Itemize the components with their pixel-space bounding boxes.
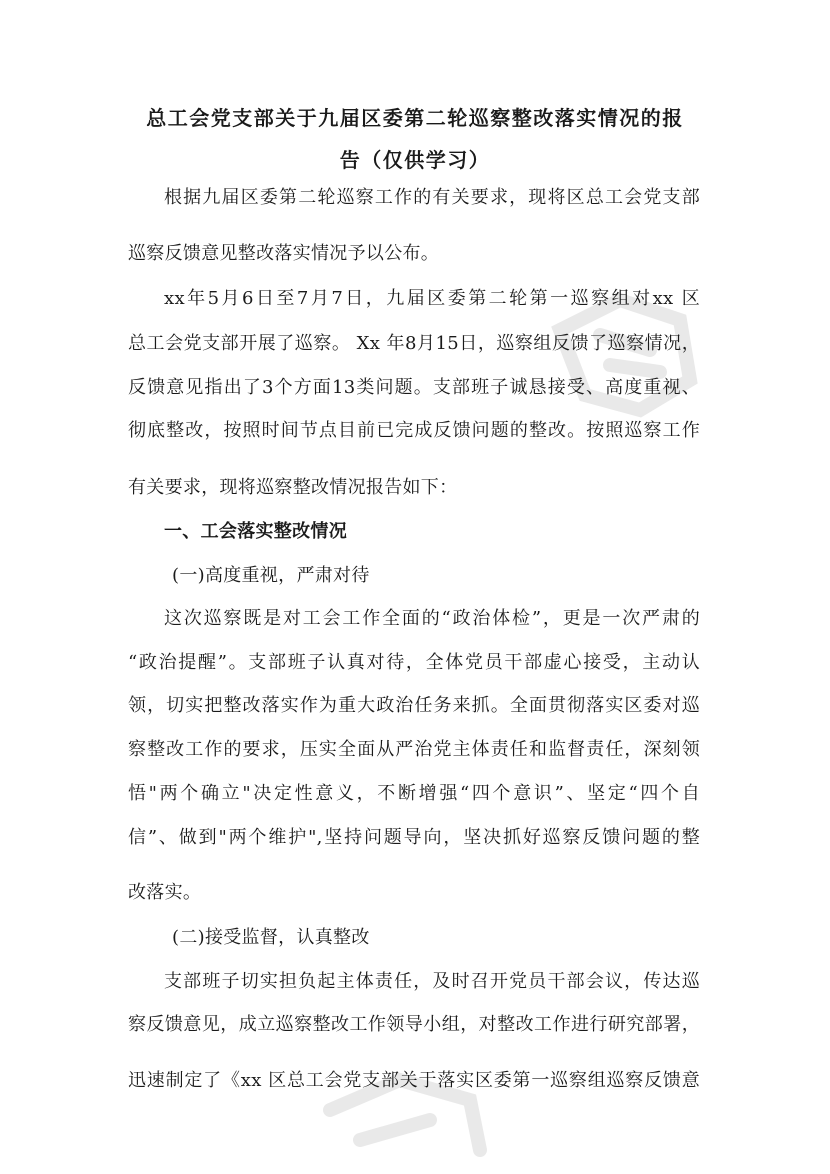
paragraph-3-line-4: 察整改工作的要求，压实全面从严治党主体责任和监督责任，深刻领 xyxy=(128,739,700,760)
paragraph-2-line-2: 总工会党支部开展了巡察。 Xx 年8月15日，巡察组反馈了巡察情况， xyxy=(128,333,700,354)
paragraph-1-line-1: 根据九届区委第二轮巡察工作的有关要求，现将区总工会党支部 xyxy=(164,187,700,208)
paragraph-4-line-2: 察反馈意见，成立巡察整改工作领导小组，对整改工作进行研究部署， xyxy=(128,1014,700,1035)
document-title-line-2: 告（仅供学习） xyxy=(339,148,491,172)
paragraph-3-line-5: 悟"两个确立"决定性意义，不断增强“四个意识”、坚定“四个自 xyxy=(128,783,700,804)
paragraph-2-line-3: 反馈意见指出了3个方面13类问题。支部班子诚恳接受、高度重视、 xyxy=(128,377,700,398)
paragraph-3-line-6: 信”、做到"两个维护",坚持问题导向，坚决抓好巡察反馈问题的整 xyxy=(128,827,700,848)
paragraph-4-line-3: 迅速制定了《xx 区总工会党支部关于落实区委第一巡察组巡察反馈意 xyxy=(128,1070,700,1091)
paragraph-3-line-7: 改落实。 xyxy=(128,882,202,903)
section-heading-1: 一、工会落实整改情况 xyxy=(164,521,347,542)
paragraph-4-line-1: 支部班子切实担负起主体责任，及时召开党员干部会议，传达巡 xyxy=(164,971,700,992)
paragraph-3-line-2: “政治提醒”。支部班子认真对待，全体党员干部虚心接受，主动认 xyxy=(128,652,700,673)
paragraph-2-line-5: 有关要求，现将巡察整改情况报告如下： xyxy=(128,477,458,498)
paragraph-1-line-2: 巡察反馈意见整改落实情况予以公布。 xyxy=(128,243,440,264)
paragraph-3-line-3: 领，切实把整改落实作为重大政治任务来抓。全面贯彻落实区委对巡 xyxy=(128,695,700,716)
paragraph-2-line-1: xx年5月6日至7月7日，九届区委第二轮第一巡察组对xx 区 xyxy=(164,288,700,309)
subsection-heading-1: (一)高度重视，严肃对待 xyxy=(172,565,370,586)
paragraph-3-line-1: 这次巡察既是对工会工作全面的“政治体检”，更是一次严肃的 xyxy=(164,608,700,629)
paragraph-2-line-4: 彻底整改，按照时间节点目前已完成反馈问题的整改。按照巡察工作 xyxy=(128,420,700,441)
document-title-line-1: 总工会党支部关于九届区委第二轮巡察整改落实情况的报 xyxy=(146,106,684,130)
subsection-heading-2: (二)接受监督，认真整改 xyxy=(172,927,370,948)
